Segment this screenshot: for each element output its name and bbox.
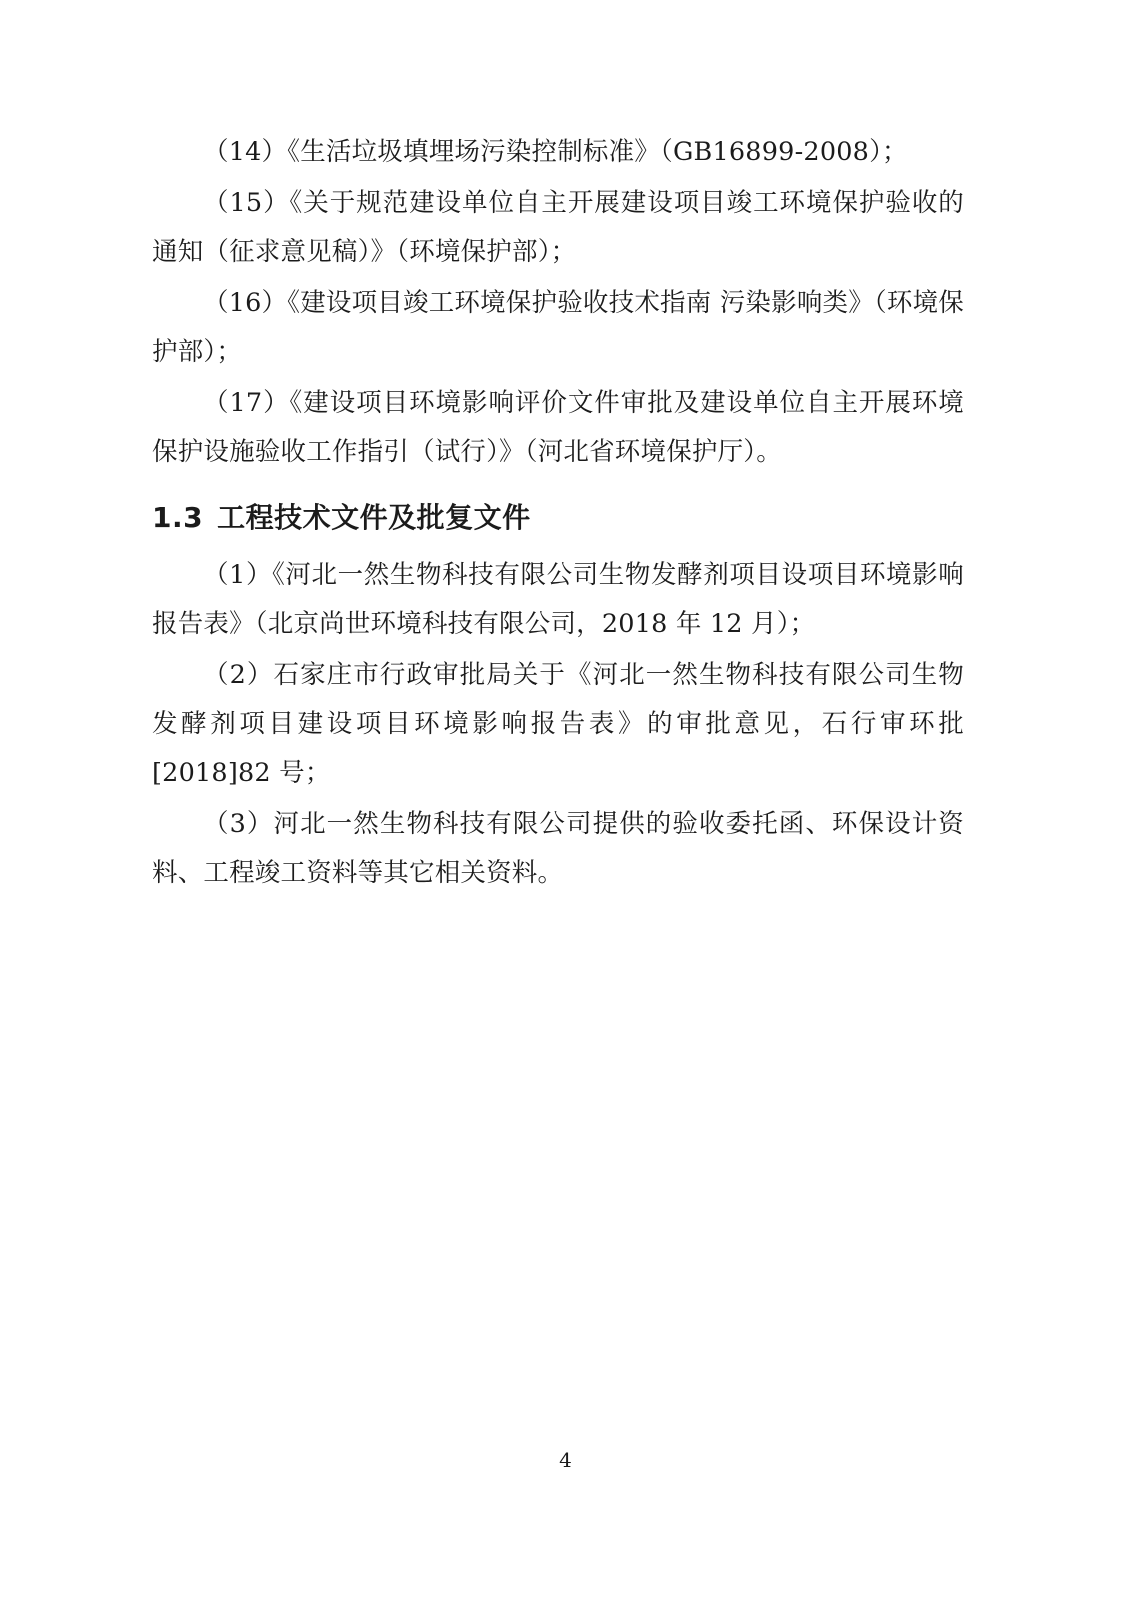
section-item: （3）河北一然生物科技有限公司提供的验收委托函、环保设计资料、工程竣工资料等其它相关资料。 <box>152 809 964 888</box>
section-item: （2）石家庄市行政审批局关于《河北一然生物科技有限公司生物发酵剂项目建设项目环境影响报告表》的审批意见，石行审环批[2018]82 号； <box>152 660 964 788</box>
section-item: （1）《河北一然生物科技有限公司生物发酵剂项目设项目环境影响报告表》（北京尚世环境科技有限公司，2018 年 12 月）； <box>152 560 964 639</box>
page-content <box>152 128 964 900</box>
section-number: 1.3 <box>152 501 204 534</box>
standard-item: （14）《生活垃圾填埋场污染控制标准》（GB16899-2008）； <box>203 137 908 167</box>
standard-item: （15）《关于规范建设单位自主开展建设项目竣工环境保护验收的通知（征求意见稿）》（环境保护部）； <box>152 188 964 267</box>
page-number: 4 <box>559 1448 572 1472</box>
section-title: 工程技术文件及批复文件 <box>217 501 531 534</box>
section-heading <box>152 493 964 543</box>
standard-item: （17）《建设项目环境影响评价文件审批及建设单位自主开展环境保护设施验收工作指引（试行）》（河北省环境保护厅）。 <box>152 388 964 467</box>
standard-item: （16）《建设项目竣工环境保护验收技术指南 污染影响类》（环境保护部）； <box>152 288 964 367</box>
